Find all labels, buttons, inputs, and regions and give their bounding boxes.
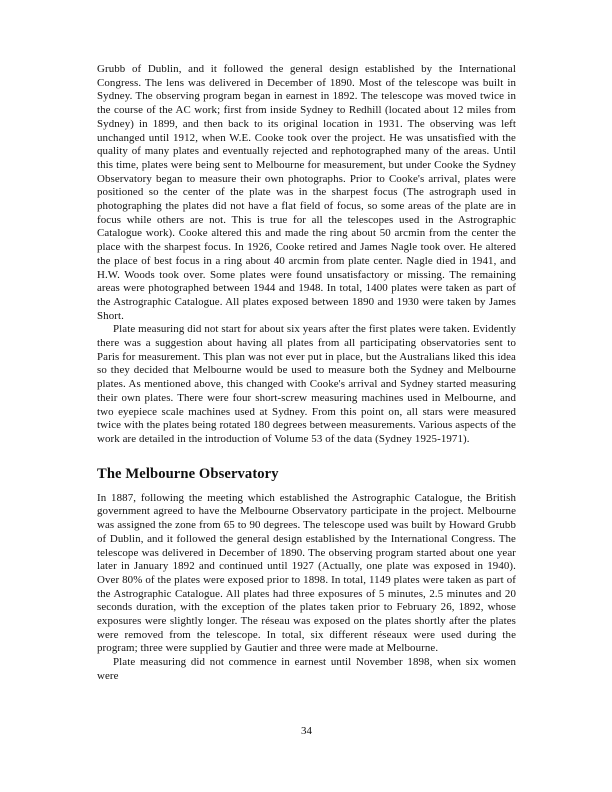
paragraph-sydney-plate-measuring: Plate measuring did not start for about six years after the first plates were taken. Evidently there was a suggestion about having all plates from all participating observatories sent to Paris for measurement. This plan was not ever put in place, but the Australians liked this idea so they decided that Melbourne would be used to measure both the Sydney and Melbourne plates. As mentioned above, this changed with Cooke's arrival and Sydney started measuring their own plates. There were four short-screw measuring machines used in Melbourne, and two eyepiece scale machines used at Sydney. From this point on, all stars were measured twice with the plates being rotated 180 degrees between measurements. Various aspects of the work are detailed in the introduction of Volume 53 of the data (Sydney 1925-1971). [97, 323, 516, 445]
paragraph-melbourne-plate-measuring: Plate measuring did not commence in earnest until November 1898, when six women were [97, 656, 516, 682]
text-column [97, 63, 516, 684]
page-number: 34 [301, 725, 312, 737]
paragraph-melbourne-intro: In 1887, following the meeting which established the Astrographic Catalogue, the British government agreed to have the Melbourne Observatory participate in the project. Melbourne was assigned the zone from 65 to 90 degrees. The telescope used was built by Howard Grubb of Dublin, and it followed the general design established by the International Congress. The telescope was delivered in December of 1890. The observing program started about one year later in January 1892 and continued until 1927 (Actually, one plate was exposed in 1940). Over 80% of the plates were exposed prior to 1898. In total, 1149 plates were taken as part of the Astrographic Catalogue. All plates had three exposures of 5 minutes, 2.5 minutes and 20 seconds duration, with the exception of the plates taken prior to February 26, 1892, whose exposures were slightly longer. The réseau was exposed on the plates shortly after the plates were removed from the telescope. In total, six different réseaux were used during the program; three were supplied by Gautier and three were made at Melbourne. [97, 491, 516, 655]
paragraph-sydney-telescope-history: Grubb of Dublin, and it followed the general design established by the International Congress. The lens was delivered in December of 1890. Most of the telescope was built in Sydney. The observing program began in earnest in 1892. The telescope was moved twice in the course of the AC work; first from inside Sydney to Redhill (located about 12 miles from Sydney) in 1899, and then back to its original location in 1931. The observing was left unchanged until 1912, when W.E. Cooke took over the project. He was unsatisfied with the quality of many plates and eventually rejected and rephotographed many of the areas. Until this time, plates were being sent to Melbourne for measurement, but under Cooke the Sydney Observatory began to measure their own photographs. Prior to Cooke's arrival, plates were positioned so the center of the plate was in the sharpest focus (The astrograph used in photographing the plates did not have a flat field of focus, so some areas of the plate are in focus while others are not. This is true for all the telescopes used in the Astrographic Catalogue work). Cooke altered this and made the ring about 50 arcmin from the center the place with the sharpest focus. In 1926, Cooke retired and James Nagle took over. He altered the place of best focus in a ring about 40 arcmin from plate center. Nagle died in 1941, and H.W. Woods took over. Some plates were found unsatisfactory or missing. The remaining areas were photographed between 1944 and 1948. In total, 1400 plates were taken as part of the Astrographic Catalogue. All plates exposed between 1890 and 1930 were taken by James Short. [97, 63, 516, 322]
section-heading-melbourne-observatory: The Melbourne Observatory [97, 465, 279, 482]
